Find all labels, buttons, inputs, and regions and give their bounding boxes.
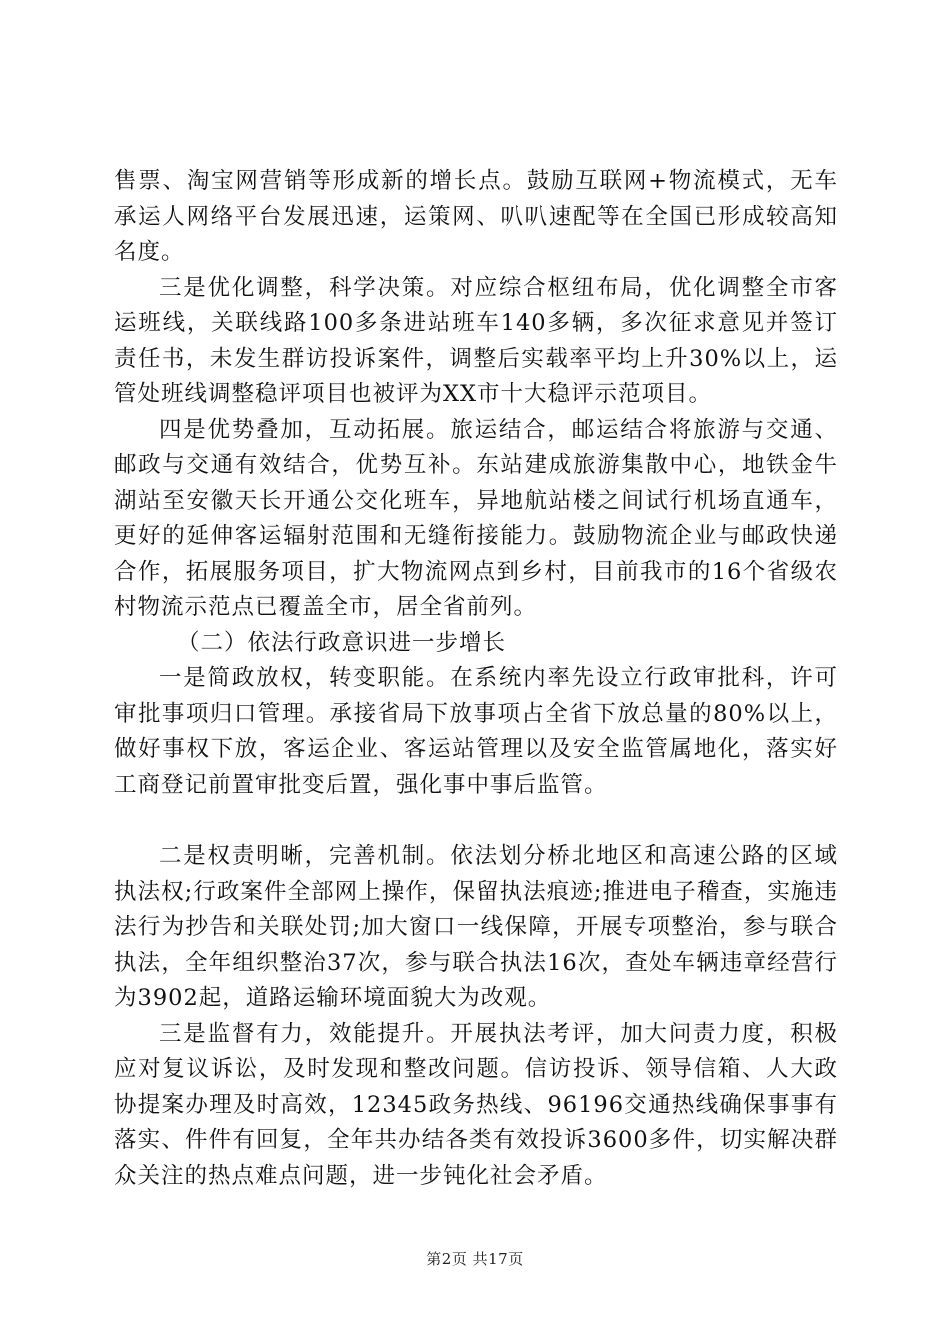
paragraph-item-three: 三是优化调整，科学决策。对应综合枢纽布局，优化调整全市客运班线，关联线路100多条进站班车140多辆，多次征求意见并签订责任书，未发生群访投诉案件，调整后实载率平均上升30%以上，运管处班线调整稳评项目也被评为XX市十大稳评示范项目。 xyxy=(114,274,838,407)
page-number-footer: 第2页 共17页 xyxy=(426,1250,524,1268)
paragraph-spacer xyxy=(114,803,838,839)
document-body xyxy=(114,164,838,1194)
section-heading: （二）依法行政意识进一步增长 xyxy=(177,629,507,656)
paragraph-item-two: 二是权责明晰，完善机制。依法划分桥北地区和高速公路的区域执法权;行政案件全部网上操作，保留执法痕迹;推进电子稽查，实施违法行为抄告和关联处罚;加大窗口一线保障，开展专项整治，参与联合执法，全年组织整治37次，参与联合执法16次，查处车辆违章经营行为3902起，道路运输环境面貌大为改观。 xyxy=(114,843,838,1011)
paragraph-item-four: 四是优势叠加，互动拓展。旅运结合，邮运结合将旅游与交通、邮政与交通有效结合，优势互补。东站建成旅游集散中心，地铁金牛湖站至安徽天长开通公交化班车，异地航站楼之间试行机场直通车，更好的延伸客运辐射范围和无缝衔接能力。鼓励物流企业与邮政快递合作，拓展服务项目，扩大物流网点到乡村，目前我市的16个省级农村物流示范点已覆盖全市，居全省前列。 xyxy=(114,416,838,620)
paragraph-item-one: 一是简政放权，转变职能。在系统内率先设立行政审批科，许可审批事项归口管理。承接省局下放事项占全省下放总量的80%以上，做好事权下放，客运企业、客运站管理以及安全监管属地化，落实好工商登记前置审批变后置，强化事中事后监管。 xyxy=(114,665,838,798)
paragraph-continuation: 售票、淘宝网营销等形成新的增长点。鼓励互联网+物流模式，无车承运人网络平台发展迅速，运策网、叭叭速配等在全国已形成较高知名度。 xyxy=(114,168,838,265)
paragraph-item-three-b: 三是监督有力，效能提升。开展执法考评，加大问责力度，积极应对复议诉讼，及时发现和整改问题。信访投诉、领导信箱、人大政协提案办理及时高效，12345政务热线、96196交通热线确保事事有落实、件件有回复，全年共办结各类有效投诉3600多件，切实解决群众关注的热点难点问题，进一步钝化社会矛盾。 xyxy=(114,1020,838,1189)
